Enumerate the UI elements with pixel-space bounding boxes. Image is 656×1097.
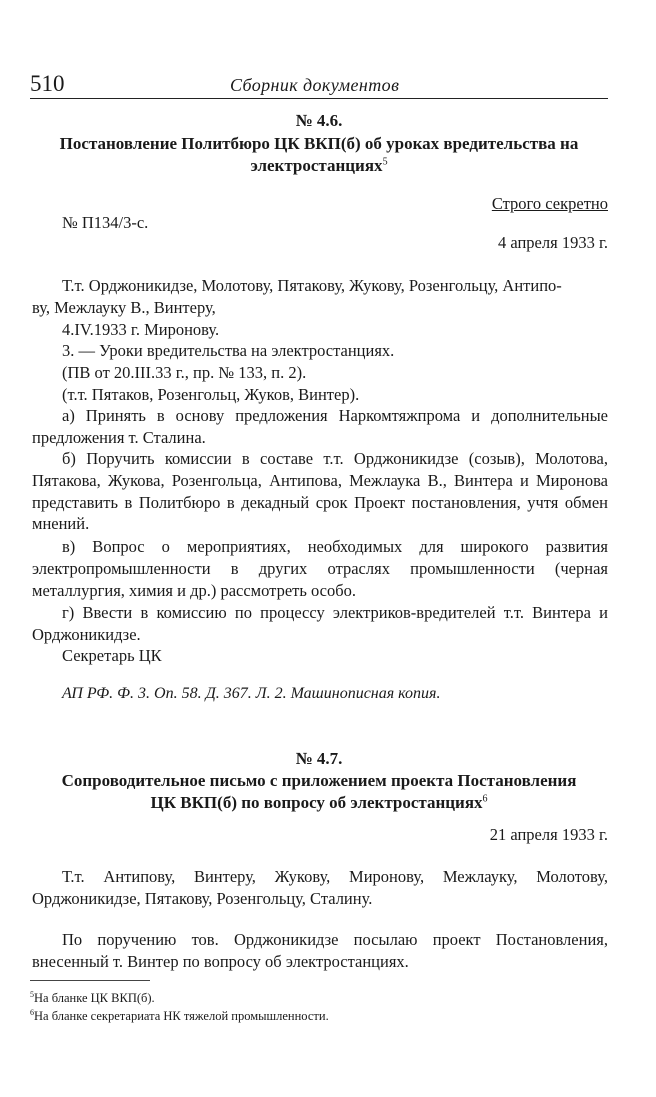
footnote-6 [30, 1008, 329, 1024]
archive-source: АП РФ. Ф. 3. Оп. 58. Д. 367. Л. 2. Машинописная копия. [62, 685, 441, 702]
doc2-title-line1: Сопроводительное письмо с приложением проекта Постановления [61, 771, 577, 790]
classification-text: Строго секретно [491, 194, 608, 213]
point-a: а) Принять в основу предложения Наркомтяжпрома и дополнительные предложения т. Сталина. [32, 406, 608, 447]
page-header [30, 70, 608, 99]
doc1-body [32, 275, 608, 406]
footnote-ref-6: 6 [482, 793, 488, 805]
footnote-rule [30, 980, 150, 981]
addressees-line2: ву, Межлауку В., Винтеру, [32, 297, 216, 317]
footnote-mark: 6 [30, 1007, 34, 1017]
footnote-5 [30, 990, 155, 1006]
page-number: 510 [30, 71, 65, 96]
protocol-reference: (ПВ от 20.III.33 г., пр. № 133, п. 2). [62, 363, 307, 383]
doc2-number: № 4.7. [295, 749, 343, 768]
footnote-text: На бланке секретариата НК тяжелой промышленности. [34, 1009, 329, 1023]
doc2-addressees: Т.т. Антипову, Винтеру, Жукову, Миронову, Межлауку, Молотову, Орджоникидзе, Пятакову, Розенгольцу, Сталину. [32, 867, 608, 908]
item-header: 3. — Уроки вредительства на электростанциях. [62, 341, 395, 361]
mironov-line: 4.IV.1933 г. Миронову. [62, 319, 220, 339]
doc1-number: № 4.6. [295, 111, 343, 130]
doc2-title-text: ЦК ВКП(б) по вопросу об электростанциях [150, 793, 483, 812]
speakers-line: (т.т. Пятаков, Розенгольц, Жуков, Винтер). [62, 384, 360, 404]
footnote-mark: 5 [30, 989, 34, 999]
point-v: в) Вопрос о мероприятиях, необходимых для широкого развития электропромышленности в других отраслях промышленности (черная металлургия, химия и др.) рассмотреть особо. [32, 537, 608, 600]
point-g: г) Ввести в комиссию по процессу электриков-вредителей т.т. Винтера и Орджоникидзе. [32, 603, 608, 644]
doc2-body: По поручению тов. Орджоникидзе посылаю проект Постановления, внесенный т. Винтер по вопросу об электростанциях. [32, 930, 608, 971]
doc2-title-line2 [30, 792, 608, 814]
doc1-title-line1: Постановление Политбюро ЦК ВКП(б) об уроках вредительства на [59, 134, 579, 153]
footnote-text: На бланке ЦК ВКП(б). [34, 991, 155, 1005]
footnote-ref-5: 5 [382, 156, 388, 168]
addressees-line1: Т.т. Орджоникидзе, Молотову, Пятакову, Жукову, Розенгольцу, Антипо- [62, 276, 562, 295]
doc1-date: 4 апреля 1933 г. [498, 233, 608, 252]
doc1-title-text: электростанциях [250, 156, 383, 175]
point-b: б) Поручить комиссии в составе т.т. Орджоникидзе (созыв), Молотова, Пятакова, Жукова, Розенгольца, Антипова, Межлаука В., Винтера и Миронова представить в Политбюро в декадный срок Проект постановления, учтя обмен мнений. [32, 449, 608, 534]
registration-number: № П134/3-с. [62, 213, 149, 232]
running-title: Сборник документов [230, 75, 400, 95]
doc1-title-line2 [30, 155, 608, 177]
signature: Секретарь ЦК [62, 646, 162, 665]
doc2-date: 21 апреля 1933 г. [489, 825, 608, 844]
